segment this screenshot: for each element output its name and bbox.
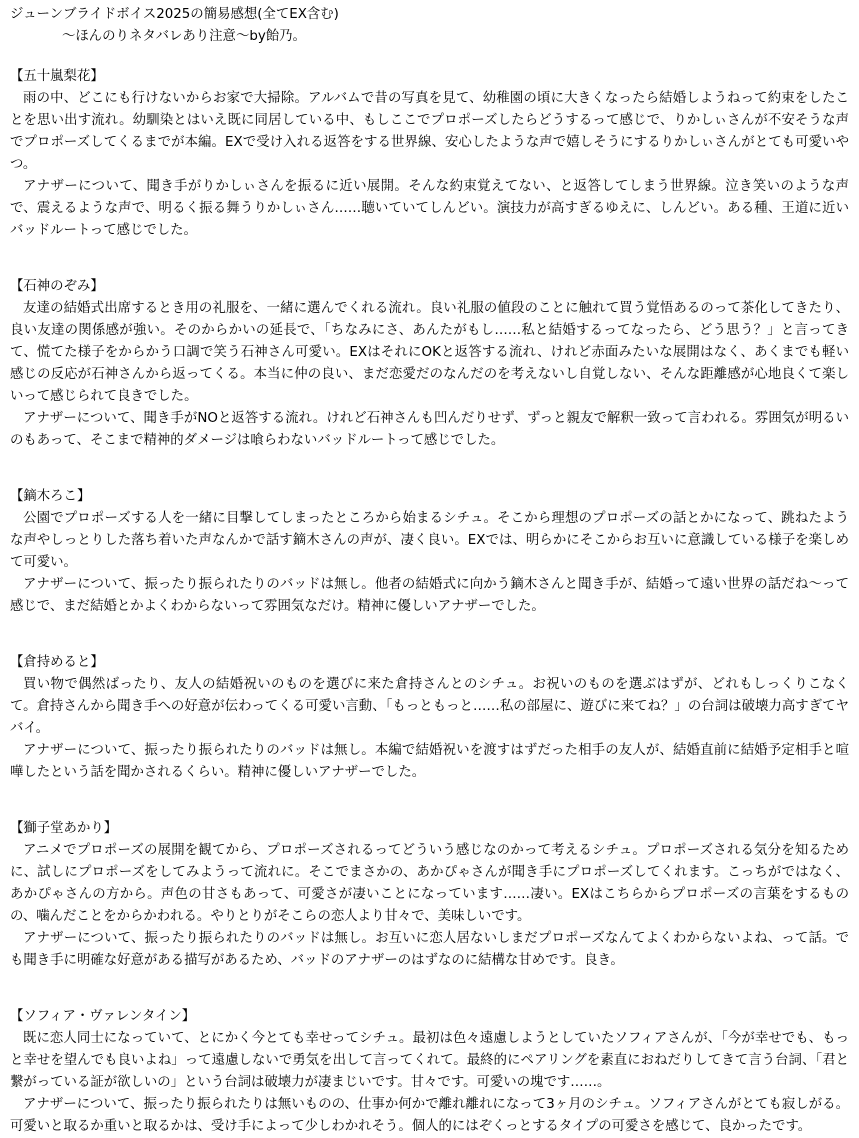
section-sophia xyxy=(10,1006,849,1138)
section-heading: 【獅子堂あかり】 xyxy=(10,821,118,836)
section-paragraph: 既に恋人同士になっていて、とにかく今とても幸せってシチュ。最初は色々遠慮しようとしていたソフィアさんが、「今が幸せでも、もっと幸せを望んでも良いよね」って遠慮しないで勇気を出して言ってくれて。最終的にペアリングを素直におねだりしてきて言う台詞、「君と繋がっている証が欲しいの」という台詞は破壊力が凄まじいです。甘々です。可愛いの塊です……。 xyxy=(10,1031,849,1090)
section-meruto xyxy=(10,652,849,784)
section-nozomi xyxy=(10,276,849,452)
document-title: ジューンブライドボイス2025の簡易感想(全てEX含む) xyxy=(10,7,339,22)
section-paragraph: 公園でプロポーズする人を一緒に目撃してしまったところから始まるシチュ。そこから理想のプロポーズの話とかになって、跳ねたような声やしっとりした落ち着いた声なんかで話す鏑木さんの声が、凄く良い。EXでは、明らかにそこからお互いに意識している様子を楽しめて可愛い。 xyxy=(10,511,849,570)
section-heading: 【倉持めると】 xyxy=(10,655,104,670)
section-paragraph: アナザーについて、振ったり振られたりのバッドは無し。お互いに恋人居ないしまだプロポーズなんてよくわからないよね、って話。でも聞き手に明確な好意がある描写があるため、バッドのアナザーのはずなのに結構な甘めです。良き。 xyxy=(10,931,849,968)
section-paragraph: アナザーについて、聞き手がNOと返答する流れ。けれど石神さんも凹んだりせず、ずっと親友で解釈一致って言われる。雰囲気が明るいのもあって、そこまで精神的ダメージは喰らわないバッドルートって感じでした。 xyxy=(10,411,849,448)
section-paragraph: アナザーについて、振ったり振られたりのバッドは無し。本編で結婚祝いを渡すはずだった相手の友人が、結婚直前に結婚予定相手と喧嘩したという話を聞かされるくらい。精神に優しいアナザーでした。 xyxy=(10,743,849,780)
section-heading: 【五十嵐梨花】 xyxy=(10,69,104,84)
section-paragraph: 買い物で偶然ばったり、友人の結婚祝いのものを選びに来た倉持さんとのシチュ。お祝いのものを選ぶはずが、どれもしっくりこなくて。倉持さんから聞き手への好意が伝わってくる可愛い言動、「もっともっと……私の部屋に、遊びに来てね？」の台詞は破壊力高すぎてヤバイ。 xyxy=(10,677,849,736)
section-paragraph: アニメでプロポーズの展開を観てから、プロポーズされるってどういう感じなのかって考えるシチュ。プロポーズされる気分を知るために、試しにプロポーズをしてみようって流れに。そこでまさかの、あかぴゃさんが聞き手にプロポーズしてくれます。こっちがではなく、あかぴゃさんの方から。声色の甘さもあって、可愛さが凄いことになっています……凄い。EXはこちらからプロポーズの言葉をするものの、噛んだことをからかわれる。やりとりがそこらの恋人より甘々で、美味しいです。 xyxy=(10,843,849,924)
section-akari xyxy=(10,818,849,972)
section-heading: 【ソフィア・ヴァレンタイン】 xyxy=(10,1009,196,1024)
section-heading: 【石神のぞみ】 xyxy=(10,279,104,294)
section-paragraph: アナザーについて、振ったり振られたりは無いものの、仕事か何かで離れ離れになって3ヶ月のシチュ。ソフィアさんがとても寂しがる。可愛いと取るか重いと取るかは、受け手によって少しわかれそう。個人的にはぞくっとするタイプの可愛さを感じて、良かったです。 xyxy=(10,1097,849,1134)
section-paragraph: アナザーについて、聞き手がりかしぃさんを振るに近い展開。そんな約束覚えてない、と返答してしまう世界線。泣き笑いのような声で、震えるような声で、明るく振る舞うりかしぃさん……聴いていてしんどい。演技力が高すぎるゆえに、しんどい。ある種、王道に近いバッドルートって感じでした。 xyxy=(10,179,849,238)
section-paragraph: アナザーについて、振ったり振られたりのバッドは無し。他者の結婚式に向かう鏑木さんと聞き手が、結婚って遠い世界の話だね～って感じで、まだ結婚とかよくわからないって雰囲気なだけ。精神に優しいアナザーでした。 xyxy=(10,577,849,614)
section-rika xyxy=(10,66,849,242)
document-subtitle: ～ほんのりネタバレあり注意～by飴乃。 xyxy=(62,29,306,44)
section-heading: 【鏑木ろこ】 xyxy=(10,489,91,504)
section-roco xyxy=(10,486,849,618)
section-paragraph: 雨の中、どこにも行けないからお家で大掃除。アルバムで昔の写真を見て、幼稚園の頃に大きくなったら結婚しようねって約束をしたことを思い出す流れ。幼馴染とはいえ既に同居している中、もしここでプロポーズしたらどうするって感じで、りかしぃさんが不安そうな声でプロポーズしてくるまでが本編。EXで受け入れる返答をする世界線、安心したような声で嬉しそうにするりかしぃさんがとても可愛いやつ。 xyxy=(10,91,849,172)
section-paragraph: 友達の結婚式出席するとき用の礼服を、一緒に選んでくれる流れ。良い礼服の値段のことに触れて買う覚悟あるのって茶化してきたり、良い友達の関係感が強い。そのからかいの延長で、「ちなみにさ、あんたがもし……私と結婚するってなったら、どう思う？」と言ってきて、慌てた様子をからかう口調で笑う石神さん可愛い。EXはそれにOKと返答する流れ、けれど赤面みたいな展開はなく、あくまでも軽い感じの反応が石神さんから返ってくる。本当に仲の良い、まだ恋愛だのなんだのを考えないし自覚しない、そんな距離感が心地良くて楽しいって感じられて良きでした。 xyxy=(10,301,849,404)
